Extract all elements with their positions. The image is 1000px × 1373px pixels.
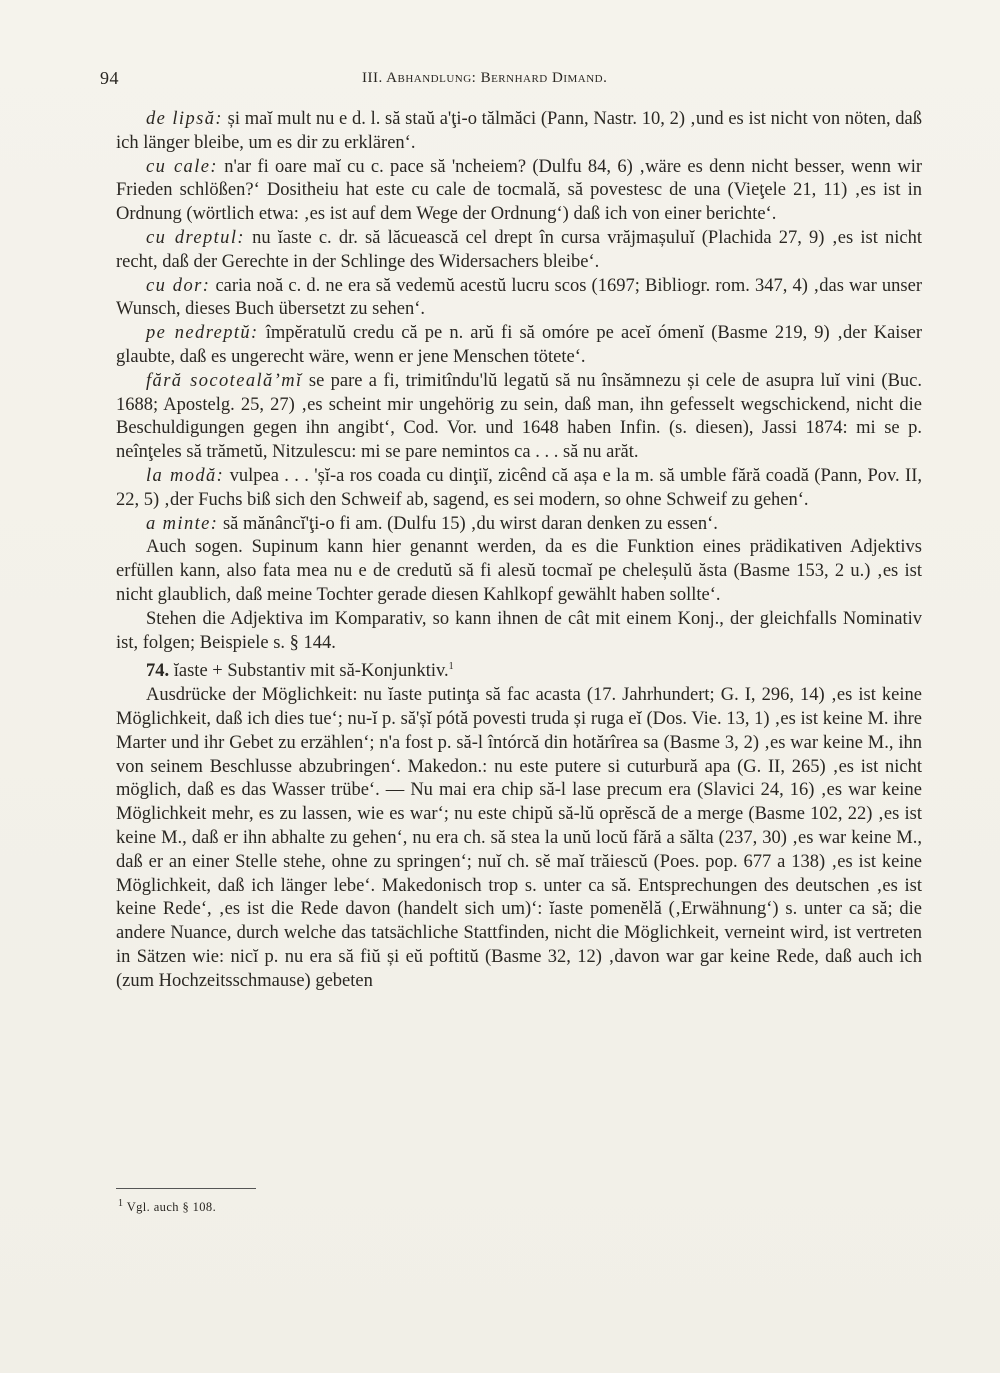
paragraph [116,370,922,465]
paragraph-text: nu ĭaste c. dr. să lăcuească cel drept în cursa vrăjmașuluĭ (Plachida 27, 9) ‚es ist nicht recht, daß der Gerechte in der Schlinge des Widersachers bleibe‘. [116,227,922,272]
paragraph-text: și maĭ mult nu e d. l. să staŭ a'ţi-o tălmăci (Pann, Nastr. 10, 2) ‚und es ist nicht von nöten, daß ich länger bleibe, um es dir zu erklären‘. [116,109,923,153]
footnote [118,1198,216,1215]
section-title: ĭaste + Substantiv mit să-Konjunktiv. [173,661,449,682]
paragraph [116,465,922,513]
footnote-reference: 1 [448,661,454,673]
footnote-rule [116,1188,256,1189]
paragraph-text: Stehen die Adjektiva im Komparativ, so kann ihnen de cât mit einem Konj., der gleichfalls Nominativ ist, folgen; Beispiele s. § 144. [116,608,922,653]
paragraph-key: cu cale: [146,156,218,177]
paragraph [116,156,922,227]
section-paragraph: Ausdrücke der Möglichkeit: nu ĭaste putinţa să fac acasta (17. Jahrhundert; G. I, 296, 14) ‚es ist keine Möglichkeit, daß ich dies tue‘; nu-ĭ p. să'șĭ pótă povesti truda și ruga eĭ (Dos. Vie. 13, 1) ‚es ist keine M. ihre Marter und ihr Gebet zu erzählen‘; n'a fost p. să-l întórcă din hotărîrea sa (Basme 3, 2) ‚es war keine M., ihn von seinem Beschlusse abzubringen‘. Makedon.: nu este putere si cuturbură apa (G. II, 265) ‚es ist nicht möglich, daß es das Wasser trübe‘. — Nu mai era chip să-l lase precum era (Slavici 24, 16) ‚es war keine Möglichkeit mehr, es zu lassen, wie es war‘; nu este chipŭ să-lŭ oprĕscă de a merge (Basme 102, 22) ‚es ist keine M., daß er ihn abhalte zu gehen‘, nu era ch. să stea la unŭ locŭ fără a sălta (237, 30) ‚es war keine M., daß er an einer Stelle stehe, ohne zu springen‘; nuĭ ch. sĕ maĭ trăiescŭ (Poes. pop. 677 a 138) ‚es ist keine Möglichkeit, daß ich länger lebe‘. Makedonisch trop s. unter ca să. Entsprechungen des deutschen ‚es ist keine Rede‘, ‚es ist die Rede davon (handelt sich um)‘: ĭaste pomenĕlă (‚Erwähnung‘) s. unter ca să; die andere Nuance, durch welche das tatsächliche Stattfinden, nicht die Möglichkeit, verneint wird, ist vertreten in Sätzen wie: nicĭ p. nu era să fiŭ și eŭ poftitŭ (Basme 32, 12) ‚davon war gar keine Rede, daß auch ich (zum Hochzeitsschmause) gebeten [116,685,922,991]
paragraph [116,108,922,156]
paragraph [116,322,922,370]
paragraph-text: împĕratulŭ credu că pe n. arŭ fi să omóre pe aceĭ ómenĭ (Basme 219, 9) ‚der Kaiser glaubte, daß es ungerecht wäre, wenn er jene Menschen tötete‘. [116,323,923,367]
paragraph-key: pe nedreptŭ: [146,323,259,344]
footnote-text: Vgl. auch § 108. [126,1200,217,1215]
paragraph-text: vulpea . . . 'șĭ-a ros coada cu dinţiĭ, zicênd că așa e la m. să umble fără coadă (Pann, Pov. II, 22, 5) ‚der Fuchs biß sich den Schweif ab, sagend, es sei modern, so ohne Schweif zu gehen‘. [116,465,922,510]
paragraph-key: cu dor: [146,275,211,296]
paragraph-text: se pare a fi, trimitîndu'lŭ legatŭ să nu însămnezu și cele de asupra luĭ vini (Buc. 1688; Apostelg. 25, 27) ‚es scheint mir ungehörig zu sein, daß man, ihn gefesselt wegschickend, nicht die Beschuldigungen gegen ihn angibt‘, Cod. Vor. und 1648 haben Infin. (s. diesen), Jassi 1874: mi se p. neînţeles să trămetŭ, Nitzulescu: mi se pare nemintos ca . . . să nu arăt. [116,370,923,463]
footnote-mark: 1 [118,1198,124,1209]
paragraph-text: să mănâncĭ'ţi-o fi am. (Dulfu 15) ‚du wirst daran denken zu essen‘. [222,513,718,534]
paragraph-key: a minte: [146,513,219,534]
paragraph-key: fără socotealăʼmĭ [146,370,303,391]
page-number: 94 [100,68,119,88]
paragraph-key: de lipsă: [146,109,223,129]
paragraph-text: n'ar fi oare maĭ cu c. pace să 'ncheiem? (Dulfu 84, 6) ‚wäre es denn nicht besser, wenn wir Frieden schlößen?‘ Dositheiu hat este cu cale de tocmală, să povestesc de una (Vieţele 21, 11) ‚es ist in Ordnung (wörtlich etwa: ‚es ist auf dem Wege der Ordnung‘) daß ich von einer berichte‘. [116,156,922,225]
page-header [100,68,920,92]
section-heading [116,655,922,684]
paragraph-text: Auch sogen. Supinum kann hier genannt werden, da es die Funktion eines prädikativen Adjektivs erfüllen kann, also fata mea nu e de credutŭ să fi alesŭ tocmaĭ pe cheleșulŭ ăsta (Basme 153, 2 u.) ‚es ist nicht glaublich, daß meine Tochter gerade diesen Kahlkopf gewählt haben sollte‘. [116,537,922,605]
paragraph [116,608,922,656]
body-text [116,108,922,994]
paragraph [116,513,922,537]
section-number: 74. [146,661,170,682]
paragraph [116,227,922,275]
paragraph-text: caria noă c. d. ne era să vedemŭ acestŭ lucru scos (1697; Bibliogr. rom. 347, 4) ‚das war unser Wunsch, dieses Buch übersetzt zu sehen‘. [116,275,923,320]
paragraph-key: la modă: [146,465,225,486]
paragraph [116,275,922,323]
paragraph [116,536,922,607]
running-head: III. Abhandlung: Bernhard Dimand. [362,70,608,86]
paragraph-key: cu dreptul: [146,227,245,248]
